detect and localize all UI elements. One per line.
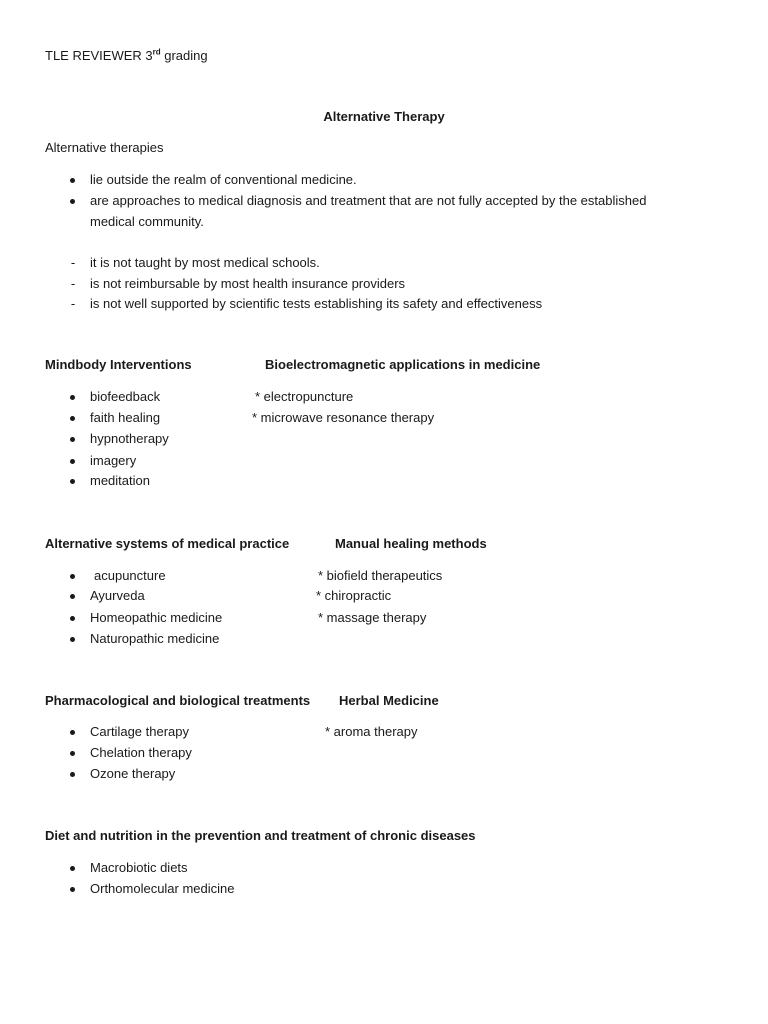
section-heading-manual-healing: Manual healing methods [335, 536, 487, 551]
list-item [90, 631, 219, 647]
list-item [90, 172, 357, 188]
list-item-text: hypnotherapy [90, 431, 169, 446]
list-item-text: is not reimbursable by most health insurance providers [90, 276, 406, 291]
list-item-text: Naturopathic medicine [90, 631, 220, 646]
header-superscript: rd [152, 47, 161, 57]
section-heading-mindbody: Mindbody Interventions [45, 357, 192, 372]
list-item [94, 568, 166, 584]
list-item [70, 296, 543, 312]
list-item [90, 766, 175, 782]
list-item [90, 473, 150, 489]
list-item-text: are approaches to medical diagnosis and treatment that are not fully accepted by the established [90, 193, 647, 208]
list-item-text: acupuncture [94, 568, 166, 583]
section-heading-diet: Diet and nutrition in the prevention and treatment of chronic diseases [45, 828, 476, 843]
right-list-item: * aroma therapy [325, 724, 418, 739]
intro-heading: Alternative therapies [45, 140, 164, 155]
list-item-text: imagery [90, 453, 137, 468]
right-list-item: * microwave resonance therapy [252, 410, 435, 425]
right-list-item: * massage therapy [318, 610, 427, 625]
list-item [90, 410, 160, 426]
section-heading-bioelectromagnetic: Bioelectromagnetic applications in medicine [265, 357, 541, 372]
list-item [70, 255, 320, 271]
dash-marker: - [70, 276, 76, 291]
list-item-text: biofeedback [90, 389, 161, 404]
list-item-text: is not well supported by scientific tests establishing its safety and effectiveness [90, 296, 543, 311]
section-heading-pharmacological: Pharmacological and biological treatments [45, 693, 311, 708]
right-list-item: * biofield therapeutics [318, 568, 443, 583]
section-heading-alternative-systems: Alternative systems of medical practice [45, 536, 290, 551]
header-suffix: grading [160, 48, 208, 63]
list-item-text: Ayurveda [90, 588, 145, 603]
list-item-text: meditation [90, 473, 150, 488]
list-item-text: Orthomolecular medicine [90, 881, 235, 896]
list-item [70, 276, 406, 292]
header-prefix: TLE REVIEWER 3 [45, 48, 153, 63]
list-item [90, 588, 145, 604]
right-list-item: * chiropractic [316, 588, 392, 603]
list-item-text: lie outside the realm of conventional medicine. [90, 172, 357, 187]
list-item-text: Cartilage therapy [90, 724, 189, 739]
list-item-text: Homeopathic medicine [90, 610, 223, 625]
list-item-continuation: medical community. [90, 214, 204, 229]
list-item [90, 453, 136, 469]
page-title: Alternative Therapy [323, 109, 445, 124]
list-item [90, 610, 222, 626]
list-item-text: Chelation therapy [90, 745, 192, 760]
list-item [90, 881, 235, 897]
list-item [90, 724, 189, 740]
list-item [90, 745, 192, 761]
list-item [90, 431, 169, 447]
document-header [45, 48, 208, 64]
list-item-text: Macrobiotic diets [90, 860, 188, 875]
right-list-item: * electropuncture [255, 389, 354, 404]
list-item [90, 860, 188, 876]
dash-marker: - [70, 255, 76, 270]
section-heading-herbal: Herbal Medicine [339, 693, 439, 708]
list-item-text: faith healing [90, 410, 161, 425]
list-item [90, 193, 646, 209]
list-item-text: Ozone therapy [90, 766, 176, 781]
list-item [90, 389, 160, 405]
list-item-text: it is not taught by most medical schools. [90, 255, 320, 270]
dash-marker: - [70, 296, 76, 311]
